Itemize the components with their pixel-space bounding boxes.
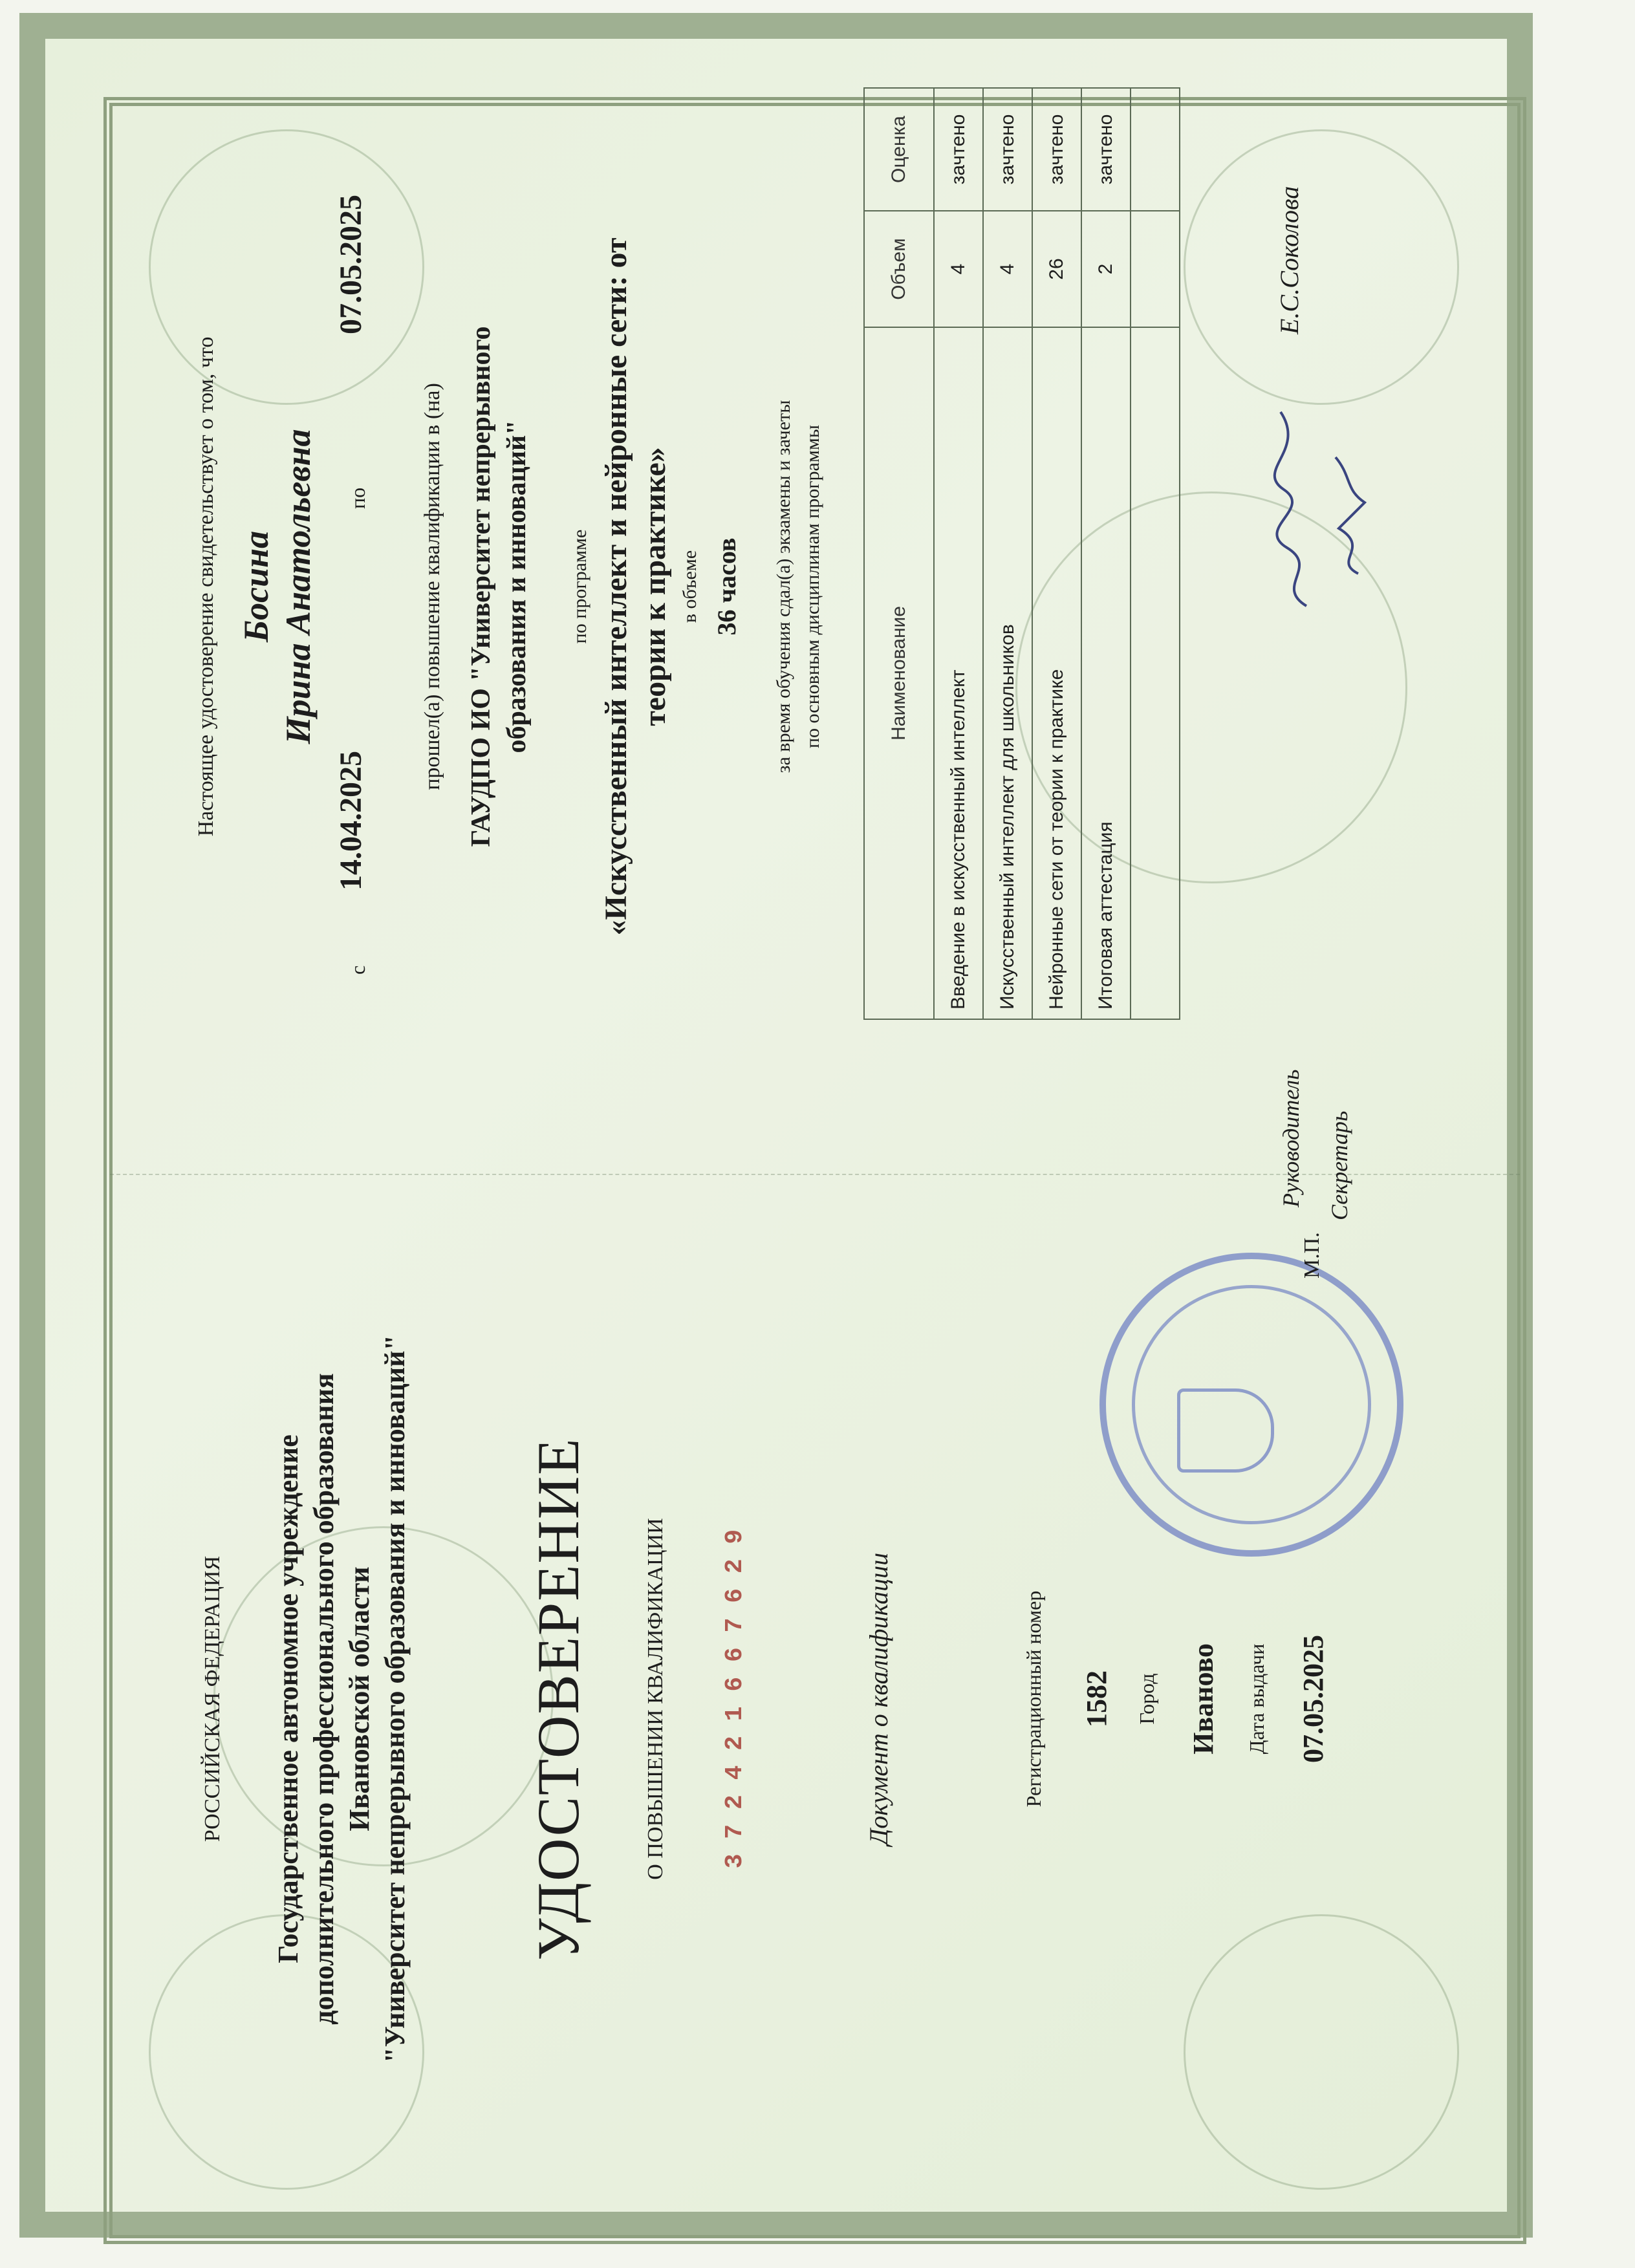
reg-number-label: Регистрационный номер [1022,1590,1045,1808]
discipline-volume: 26 [1032,211,1081,327]
serial-number: 3 7 2 4 2 1 6 6 7 6 2 9 [721,1529,749,1869]
table-row [1131,88,1180,1019]
org-name-line: "Университет непрерывного образования и инноваций" [379,1335,411,2063]
discipline-name: Нейронные сети от теории к практике [1032,327,1081,1019]
table-row [1081,88,1131,1019]
discipline-name: Искусственный интеллект для школьников [983,327,1032,1019]
table-row [934,88,983,1019]
table-row [983,88,1032,1019]
discipline-volume: 2 [1081,211,1131,327]
disciplines-table [863,87,1180,1020]
head-name: Е.С.Соколова [1275,186,1304,334]
discipline-name: Итоговая аттестация [1081,327,1131,1019]
org-name-line: Государственное автономное учреждение [272,1434,304,1963]
document-subtitle: О ПОВЫШЕНИИ КВАЛИФИКАЦИИ [644,1518,667,1880]
city-value: Иваново [1187,1643,1219,1755]
volume-label: в объеме [679,550,700,623]
stamp-label: М.П. [1300,1232,1324,1279]
exams-text: по основным дисциплинам программы [802,424,823,749]
table-header-row [864,88,934,1019]
country-label: РОССИЙСКАЯ ФЕДЕРАЦИЯ [200,1555,224,1842]
person-name: Ирина Анатольевна [279,429,318,744]
discipline-grade: зачтено [983,88,1032,211]
org-name-line: дополнительного профессионального образования [308,1373,340,2025]
table-row [1032,88,1081,1019]
program-label: по программе [569,529,590,644]
head-label: Руководитель [1278,1069,1304,1207]
institution-line: образования и инноваций" [502,420,532,753]
program-title-line: «Искусственный интеллект и нейронные сети: от [599,237,633,936]
document-type: Документ о квалификации [864,1552,893,1846]
hours-value: 36 часов [712,537,741,636]
issue-date-label: Дата выдачи [1245,1643,1268,1755]
empty-cell [1131,88,1180,211]
empty-cell [1131,327,1180,1019]
period-from-label: с [346,965,369,975]
document-title: УДОСТОВЕРЕНИЕ [525,1437,591,1961]
official-seal [1099,1253,1403,1557]
person-surname: Босина [237,530,276,643]
column-header: Наименование [864,327,934,1019]
column-header: Оценка [864,88,934,211]
discipline-grade: зачтено [934,88,983,211]
institution-line: ГАУДПО ИО "Университет непрерывного [466,326,496,847]
org-name-line: Ивановской области [343,1566,375,1831]
passed-text: прошел(а) повышение квалификации в (на) [420,383,444,790]
discipline-volume: 4 [983,211,1032,327]
period-from-date: 14.04.2025 [334,751,368,891]
discipline-grade: зачтено [1081,88,1131,211]
exams-text: за время обучения сдал(а) экзамены и зачеты [773,400,794,773]
reg-number-value: 1582 [1081,1670,1112,1727]
intro-text: Настоящее удостоверение свидетельствует о том, что [194,336,218,837]
period-to-label: по [346,487,369,509]
empty-cell [1131,211,1180,327]
period-to-date: 07.05.2025 [334,195,368,334]
city-label: Город [1135,1673,1158,1725]
head-signature [1268,405,1326,612]
discipline-name: Введение в искусственный интеллект [934,327,983,1019]
program-title-line: теории к практике» [638,447,672,726]
secretary-signature [1326,451,1378,580]
issue-date-value: 07.05.2025 [1297,1635,1329,1763]
secretary-label: Секретарь [1326,1110,1352,1220]
column-header: Объем [864,211,934,327]
discipline-volume: 4 [934,211,983,327]
coat-of-arms-icon [1177,1388,1274,1473]
discipline-grade: зачтено [1032,88,1081,211]
